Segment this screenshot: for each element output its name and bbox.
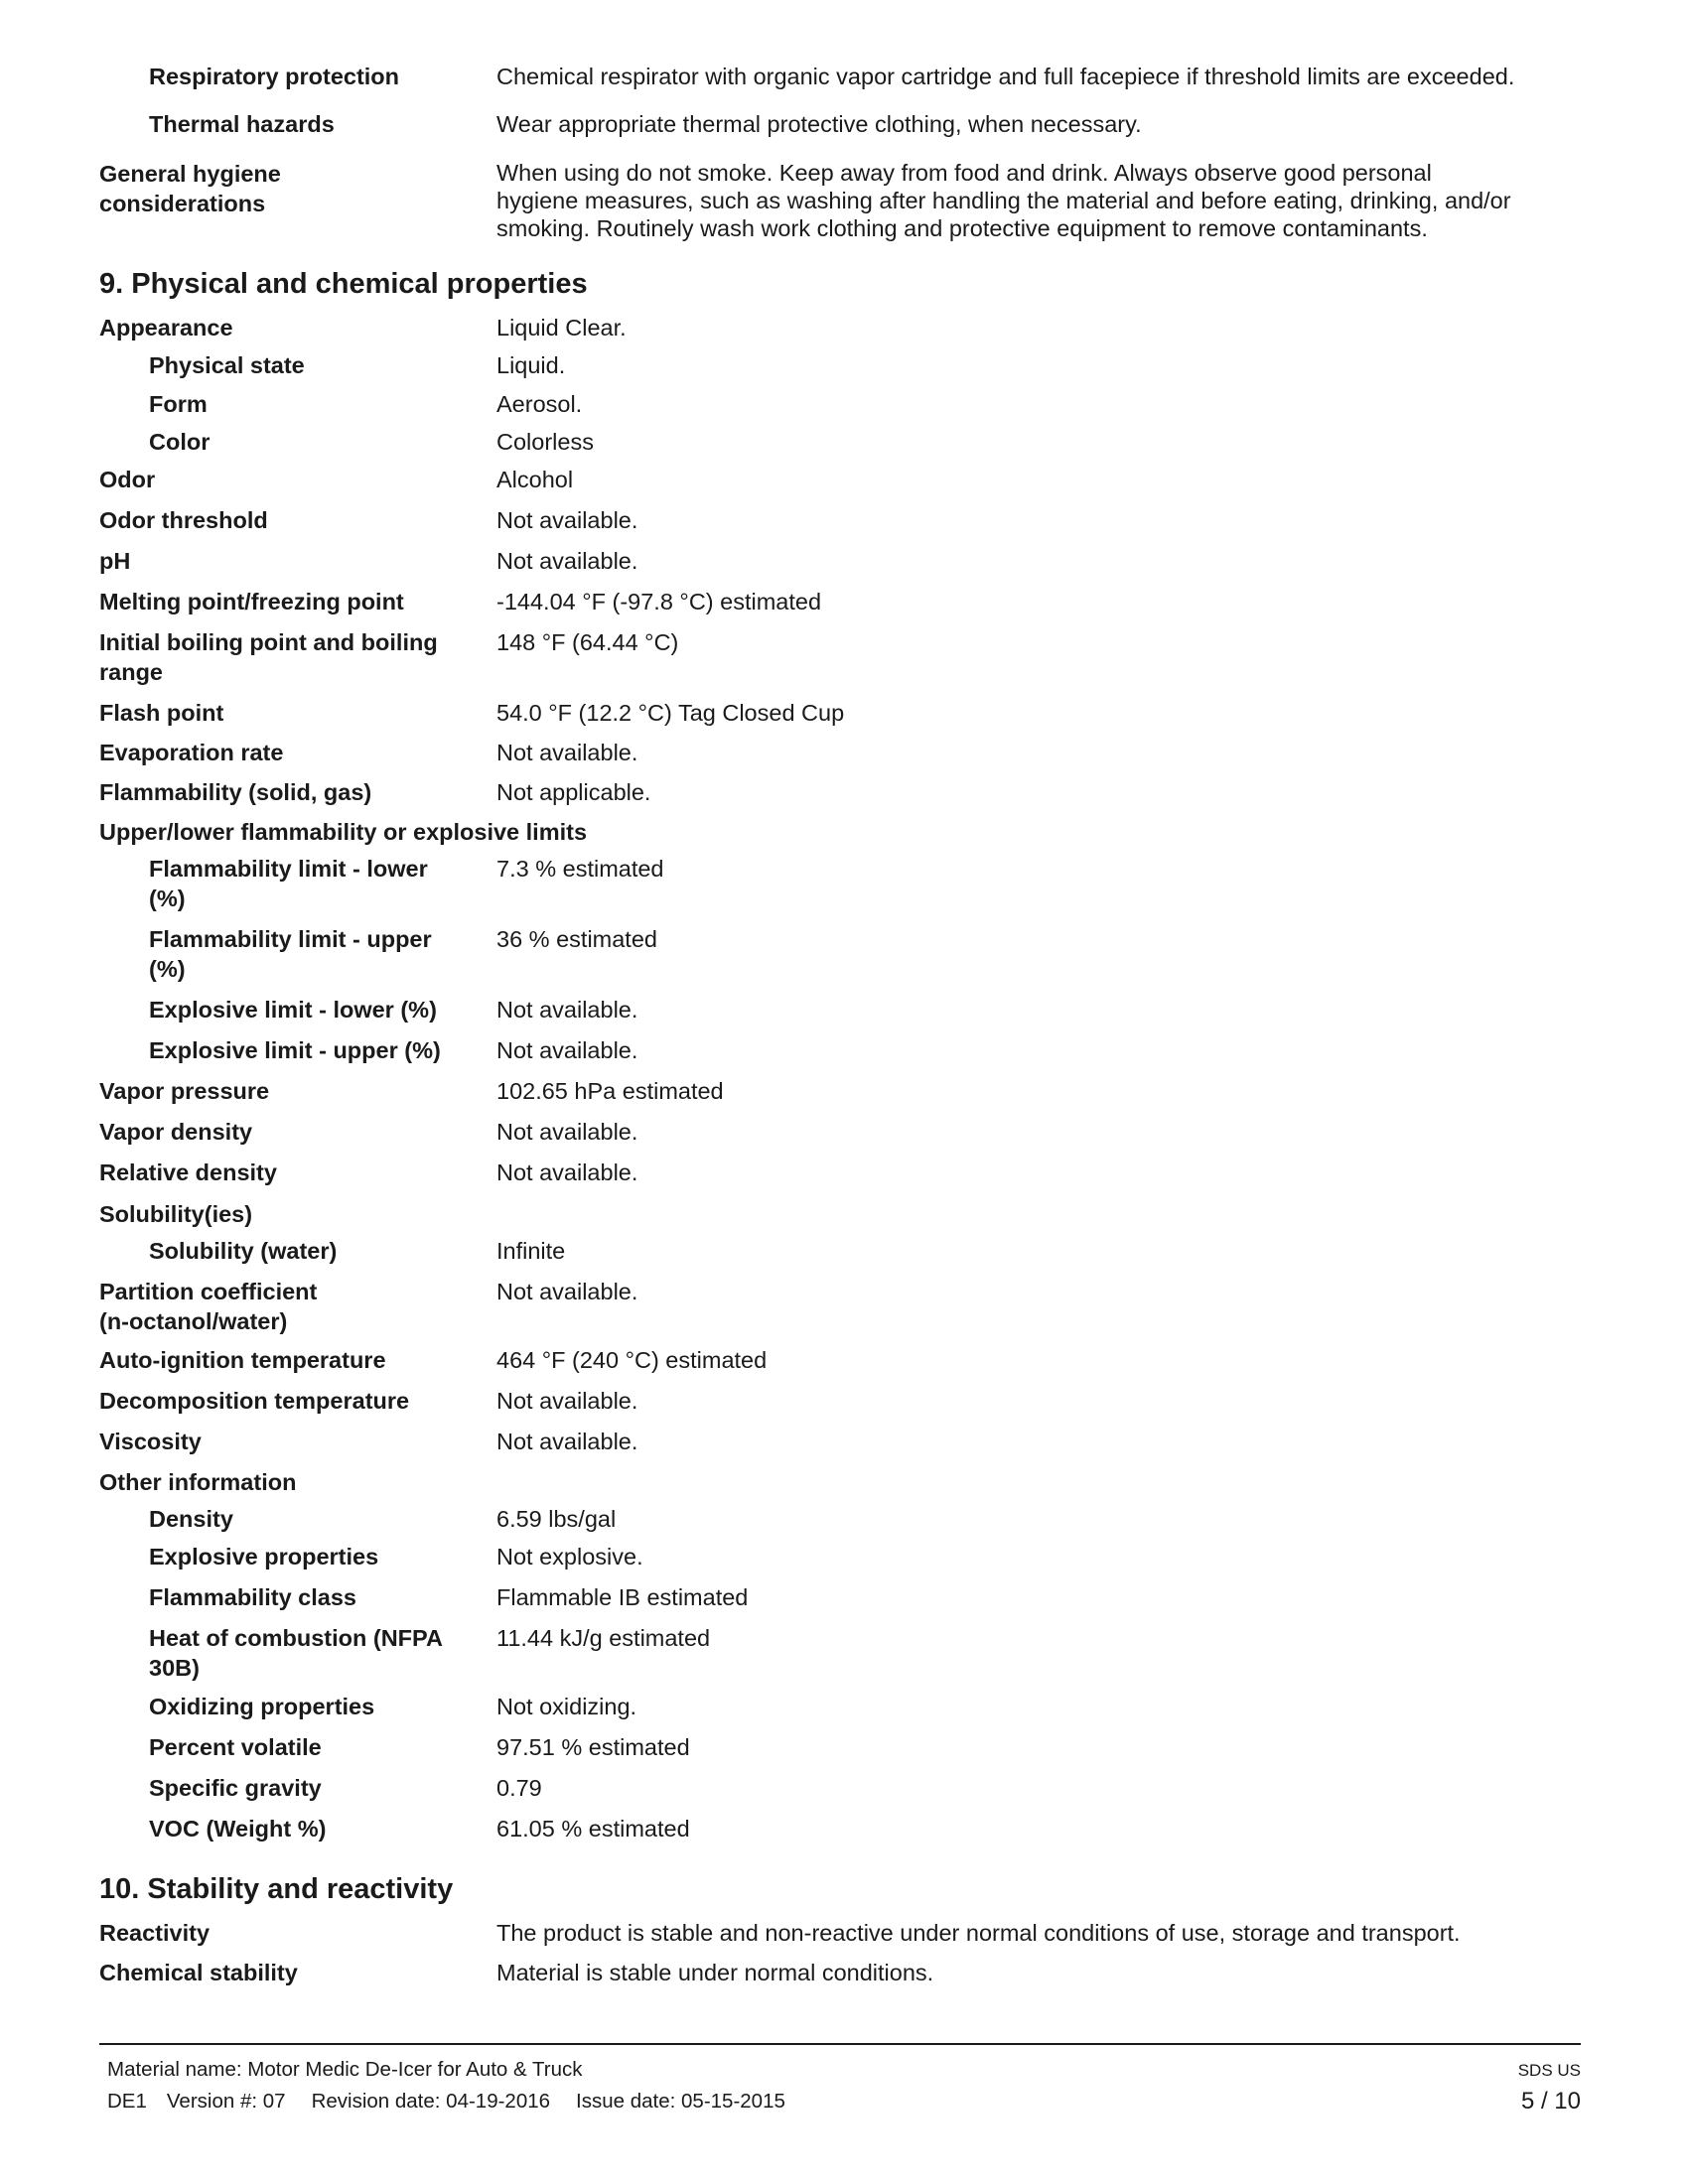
prop-label-line-2: (n-octanol/water) bbox=[99, 1308, 288, 1334]
chemical-stability-value: Material is stable under normal conditions. bbox=[496, 1960, 934, 1985]
general-hygiene-label bbox=[99, 159, 467, 218]
prop-value: Not oxidizing. bbox=[496, 1694, 637, 1719]
prop-label: Explosive limit - upper (%) bbox=[149, 1037, 441, 1063]
prop-label: Form bbox=[149, 391, 208, 417]
prop-label: Specific gravity bbox=[149, 1775, 322, 1801]
general-hygiene-value-line-2: hygiene measures, such as washing after handling the material and before eating, drinking, and/or bbox=[496, 188, 1511, 213]
prop-value: 102.65 hPa estimated bbox=[496, 1078, 724, 1104]
prop-label: VOC (Weight %) bbox=[149, 1816, 327, 1842]
prop-value: Alcohol bbox=[496, 467, 574, 492]
prop-label: Decomposition temperature bbox=[99, 1388, 410, 1414]
respiratory-protection-label: Respiratory protection bbox=[149, 64, 400, 89]
prop-value: 7.3 % estimated bbox=[496, 856, 664, 882]
prop-value: Flammable IB estimated bbox=[496, 1584, 749, 1610]
prop-label: Odor bbox=[99, 467, 156, 492]
prop-label-line-1: Initial boiling point and boiling bbox=[99, 629, 438, 655]
prop-label: Color bbox=[149, 429, 211, 455]
prop-label-line-2: (%) bbox=[149, 886, 186, 911]
prop-value: Not available. bbox=[496, 507, 638, 533]
prop-label-line-1: Partition coefficient bbox=[99, 1279, 318, 1304]
prop-value: Not available. bbox=[496, 997, 638, 1023]
prop-label: Solubility (water) bbox=[149, 1238, 338, 1264]
prop-label: Flash point bbox=[99, 700, 224, 726]
prop-value: 148 °F (64.44 °C) bbox=[496, 629, 679, 655]
prop-label: Auto-ignition temperature bbox=[99, 1347, 386, 1373]
prop-label bbox=[149, 924, 467, 984]
prop-value: Aerosol. bbox=[496, 391, 583, 417]
footer-doc-type: SDS US bbox=[1517, 2061, 1581, 2080]
prop-value: 97.51 % estimated bbox=[496, 1734, 690, 1760]
prop-value: Not available. bbox=[496, 740, 638, 765]
prop-value: 54.0 °F (12.2 °C) Tag Closed Cup bbox=[496, 700, 845, 726]
footer-page-number: 5 / 10 bbox=[1520, 2088, 1581, 2115]
prop-label: Vapor density bbox=[99, 1119, 253, 1145]
prop-label: Flammability (solid, gas) bbox=[99, 779, 372, 805]
reactivity-label: Reactivity bbox=[99, 1920, 211, 1946]
prop-value: -144.04 °F (-97.8 °C) estimated bbox=[496, 589, 822, 614]
prop-label: Percent volatile bbox=[149, 1734, 322, 1760]
prop-label bbox=[99, 1277, 467, 1336]
prop-value: Not available. bbox=[496, 1279, 638, 1304]
general-hygiene-label-line-2: considerations bbox=[99, 191, 266, 216]
prop-label-line-2: range bbox=[99, 659, 163, 685]
prop-label-line-2: 30B) bbox=[149, 1655, 200, 1681]
prop-value: Not available. bbox=[496, 1388, 638, 1414]
prop-label: Odor threshold bbox=[99, 507, 268, 533]
prop-label: Vapor pressure bbox=[99, 1078, 270, 1104]
sds-page bbox=[99, 0, 1581, 2184]
section-9-title: 9. Physical and chemical properties bbox=[99, 268, 588, 300]
prop-value: Not available. bbox=[496, 548, 638, 574]
footer-version: Version #: 07 bbox=[166, 2090, 286, 2113]
prop-label bbox=[149, 1623, 467, 1683]
prop-value: Colorless bbox=[496, 429, 594, 455]
footer-material-name: Material name: Motor Medic De-Icer for Auto & Truck bbox=[107, 2058, 583, 2081]
prop-label: Explosive limit - lower (%) bbox=[149, 997, 437, 1023]
prop-label: Solubility(ies) bbox=[99, 1201, 253, 1227]
prop-label: Other information bbox=[99, 1469, 297, 1495]
footer-doc-info bbox=[107, 2089, 785, 2115]
prop-label: Appearance bbox=[99, 315, 233, 341]
footer-product-code: DE1 bbox=[107, 2090, 147, 2113]
prop-value: Infinite bbox=[496, 1238, 566, 1264]
prop-label-line-1: Heat of combustion (NFPA bbox=[149, 1625, 443, 1651]
prop-label: Density bbox=[149, 1506, 233, 1532]
prop-value: Not available. bbox=[496, 1119, 638, 1145]
footer-issue-date: Issue date: 05-15-2015 bbox=[576, 2090, 785, 2113]
prop-label: Oxidizing properties bbox=[149, 1694, 375, 1719]
prop-label bbox=[99, 627, 467, 687]
prop-label: Physical state bbox=[149, 352, 305, 378]
prop-label: Explosive properties bbox=[149, 1544, 379, 1570]
prop-value: Not applicable. bbox=[496, 779, 651, 805]
thermal-hazards-value: Wear appropriate thermal protective clothing, when necessary. bbox=[496, 111, 1142, 137]
prop-value: 61.05 % estimated bbox=[496, 1816, 690, 1842]
prop-value: 11.44 kJ/g estimated bbox=[496, 1625, 711, 1651]
prop-label-line-2: (%) bbox=[149, 956, 186, 982]
general-hygiene-label-line-1: General hygiene bbox=[99, 161, 281, 187]
prop-value: Not explosive. bbox=[496, 1544, 643, 1570]
prop-value: Not available. bbox=[496, 1429, 638, 1454]
footer-divider bbox=[99, 2043, 1581, 2045]
prop-label: Relative density bbox=[99, 1160, 277, 1185]
prop-label-line-1: Flammability limit - upper bbox=[149, 926, 432, 952]
general-hygiene-value-line-3: smoking. Routinely wash work clothing and protective equipment to remove contaminants. bbox=[496, 215, 1428, 241]
prop-value: 0.79 bbox=[496, 1775, 542, 1801]
prop-label-line-1: Flammability limit - lower bbox=[149, 856, 428, 882]
prop-value: Not available. bbox=[496, 1037, 638, 1063]
chemical-stability-label: Chemical stability bbox=[99, 1960, 298, 1985]
prop-value: Liquid. bbox=[496, 352, 566, 378]
general-hygiene-value bbox=[496, 159, 1581, 242]
prop-value: Liquid Clear. bbox=[496, 315, 627, 341]
prop-label: Flammability class bbox=[149, 1584, 356, 1610]
prop-value: 464 °F (240 °C) estimated bbox=[496, 1347, 768, 1373]
prop-label: Viscosity bbox=[99, 1429, 202, 1454]
general-hygiene-value-line-1: When using do not smoke. Keep away from food and drink. Always observe good personal bbox=[496, 160, 1432, 186]
reactivity-value: The product is stable and non-reactive under normal conditions of use, storage and transport. bbox=[496, 1920, 1461, 1946]
prop-label: Upper/lower flammability or explosive limits bbox=[99, 819, 588, 845]
prop-value: Not available. bbox=[496, 1160, 638, 1185]
prop-label: Evaporation rate bbox=[99, 740, 284, 765]
prop-label: Melting point/freezing point bbox=[99, 589, 404, 614]
section-10-title: 10. Stability and reactivity bbox=[99, 1873, 454, 1905]
respiratory-protection-value: Chemical respirator with organic vapor cartridge and full facepiece if threshold limits are exceeded. bbox=[496, 64, 1515, 89]
prop-value: 6.59 lbs/gal bbox=[496, 1506, 617, 1532]
footer-revision-date: Revision date: 04-19-2016 bbox=[311, 2090, 551, 2113]
prop-value: 36 % estimated bbox=[496, 926, 657, 952]
thermal-hazards-label: Thermal hazards bbox=[149, 111, 335, 137]
prop-label: pH bbox=[99, 548, 131, 574]
prop-label bbox=[149, 854, 467, 913]
